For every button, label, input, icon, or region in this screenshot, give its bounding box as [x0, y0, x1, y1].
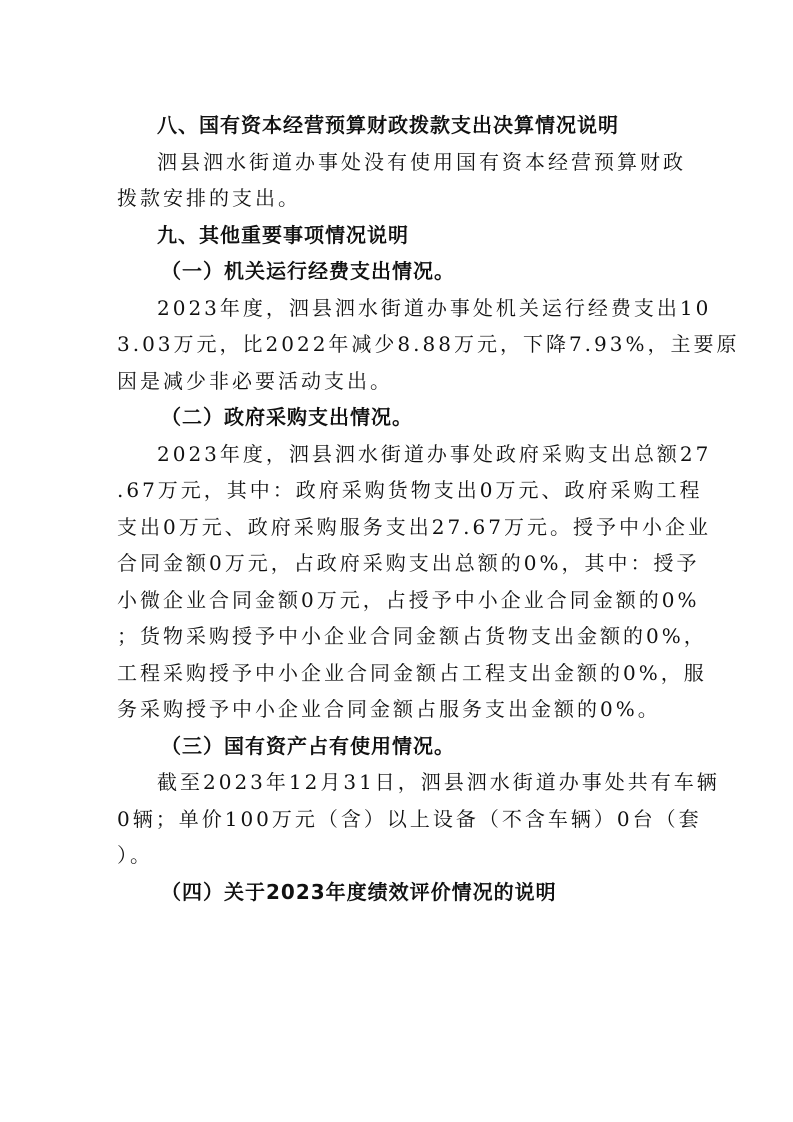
- paragraph-line: 拨款安排的支出。: [117, 186, 301, 210]
- paragraph-line: 务采购授予中小企业合同金额占服务支出金额的0%。: [117, 697, 661, 721]
- section-8-heading: 八、国有资本经营预算财政拨款支出决算情况说明: [157, 113, 619, 137]
- paragraph-line: ）。: [117, 843, 153, 867]
- paragraph-line: 截至2023年12月31日，泗县泗水街道办事处共有车辆: [157, 770, 720, 794]
- paragraph-line: 0辆；单价100万元（含）以上设备（不含车辆）0台（套: [117, 806, 702, 831]
- subsection-3-heading: （三）国有资产占有使用情况。: [161, 733, 455, 758]
- paragraph-line: 2023年度，泗县泗水街道办事处机关运行经费支出10: [157, 295, 712, 320]
- paragraph-line: 3.03万元，比2022年减少8.88万元，下降7.93%，主要原: [117, 332, 740, 356]
- paragraph-line: 2023年度，泗县泗水街道办事处政府采购支出总额27: [157, 441, 712, 466]
- paragraph-line: 支出0万元、政府采购服务支出27.67万元。授予中小企业: [117, 514, 711, 539]
- paragraph-line: 小微企业合同金额0万元，占授予中小企业合同金额的0%: [117, 587, 700, 612]
- paragraph-line: 工程采购授予中小企业合同金额占工程支出金额的0%，服: [117, 660, 707, 685]
- paragraph-line: ；货物采购授予中小企业合同金额占货物支出金额的0%，: [117, 624, 707, 648]
- paragraph-line: .67万元，其中：政府采购货物支出0万元、政府采购工程: [117, 478, 703, 502]
- subsection-2-heading: （二）政府采购支出情况。: [161, 405, 413, 429]
- paragraph-line: 泗县泗水街道办事处没有使用国有资本经营预算财政: [157, 149, 686, 174]
- paragraph-line: 因是减少非必要活动支出。: [117, 368, 393, 393]
- subsection-4-heading: （四）关于2023年度绩效评价情况的说明: [161, 879, 557, 904]
- section-9-heading: 九、其他重要事项情况说明: [157, 222, 409, 247]
- subsection-1-heading: （一）机关运行经费支出情况。: [161, 259, 455, 283]
- document-page: [117, 107, 740, 910]
- paragraph-line: 合同金额0万元，占政府采购支出总额的0%，其中：授予: [117, 551, 700, 575]
